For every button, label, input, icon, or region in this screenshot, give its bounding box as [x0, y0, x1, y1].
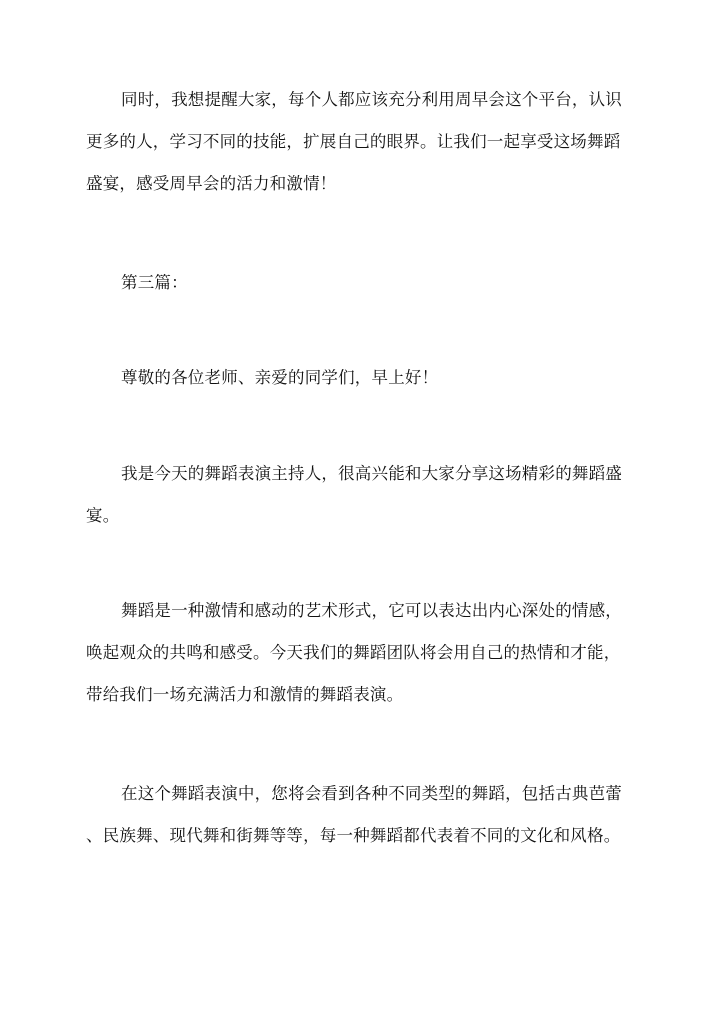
text-line: 、民族舞、现代舞和街舞等等，每一种舞蹈都代表着不同的文化和风格。 — [86, 826, 621, 845]
text-line: 带给我们一场充满活力和激情的舞蹈表演。 — [86, 685, 404, 704]
text-line: 在这个舞蹈表演中，您将会看到各种不同类型的舞蹈，包括古典芭蕾 — [121, 784, 622, 803]
text-line: 第三篇： — [121, 273, 188, 292]
text-line: 尊敬的各位老师、亲爱的同学们，早上好！ — [121, 368, 439, 387]
text-line: 更多的人，学习不同的技能，扩展自己的眼界。让我们一起享受这场舞蹈 — [86, 132, 621, 151]
text-line: 同时，我想提醒大家，每个人都应该充分利用周早会这个平台，认识 — [121, 90, 622, 109]
text-line: 我是今天的舞蹈表演主持人，很高兴能和大家分享这场精彩的舞蹈盛 — [121, 464, 622, 483]
text-line: 舞蹈是一种激情和感动的艺术形式，它可以表达出内心深处的情感， — [121, 601, 622, 620]
text-line: 唤起观众的共鸣和感受。今天我们的舞蹈团队将会用自己的热情和才能， — [86, 643, 621, 662]
text-line: 盛宴，感受周早会的活力和激情！ — [86, 174, 337, 193]
text-line: 宴。 — [86, 506, 120, 525]
